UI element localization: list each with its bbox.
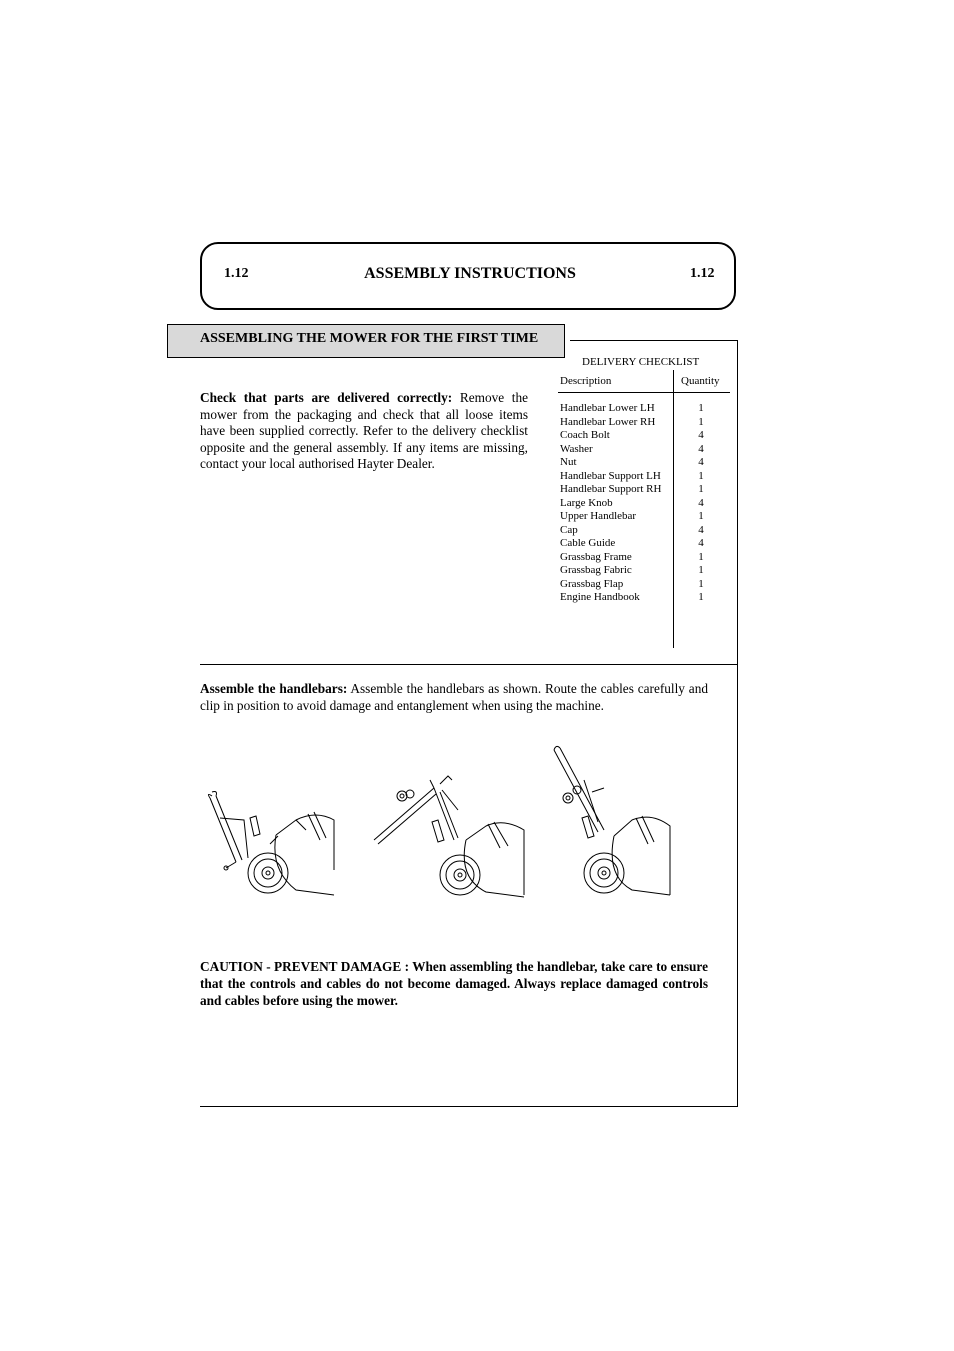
checklist-quantity: 4 — [698, 456, 704, 468]
checklist-item: Handlebar Lower RH — [560, 415, 656, 428]
checklist-item: Large Knob — [560, 496, 613, 509]
checklist-description-header: Description — [560, 375, 612, 387]
assembly-step-2-drawing — [374, 776, 524, 897]
page-bottom-rule — [200, 1106, 738, 1107]
checklist-item: Cable Guide — [560, 537, 616, 549]
checklist-item: Cap — [560, 523, 578, 536]
checklist-quantity: 4 — [698, 442, 704, 455]
checklist-quantity: 1 — [698, 415, 704, 428]
checklist-column-divider — [673, 370, 674, 648]
handlebars-lead: Assemble the handlebars: — [200, 681, 348, 696]
checklist-item: Washer — [560, 442, 593, 455]
section-number-right: 1.12 — [690, 266, 715, 281]
checklist-item: Nut — [560, 456, 577, 468]
handlebars-text: Assemble the handlebars as shown. Route the cables carefully and clip in position to avoid damage and entanglement when using the machine. — [200, 681, 708, 713]
page-title: ASSEMBLY INSTRUCTIONS — [364, 265, 576, 282]
section-number-left: 1.12 — [224, 266, 249, 281]
checklist-quantity-header: Quantity — [681, 375, 720, 387]
checklist-header-rule — [558, 392, 730, 393]
checklist-quantity: 4 — [698, 537, 704, 549]
checklist-item: Coach Bolt — [560, 429, 610, 441]
checklist-item: Grassbag Flap — [560, 577, 624, 590]
page-right-border — [737, 340, 738, 1107]
checklist-quantity: 1 — [698, 550, 704, 563]
checklist-quantity: 1 — [698, 402, 704, 414]
checklist-item: Upper Handlebar — [560, 510, 637, 522]
parts-check-lead: Check that parts are delivered correctly: — [200, 390, 453, 405]
checklist-quantity: 1 — [698, 564, 704, 576]
parts-check-paragraph — [200, 390, 528, 473]
checklist-quantity: 1 — [698, 591, 704, 603]
checklist-quantity: 4 — [698, 429, 704, 441]
checklist-title: DELIVERY CHECKLIST — [582, 356, 700, 368]
checklist-quantity: 4 — [698, 523, 704, 536]
caution-notice: CAUTION - PREVENT DAMAGE : When assembling the handlebar, take care to ensure that the controls and cables do not become damaged. Always replace damaged controls and cables before using the mower. — [200, 959, 708, 1008]
checklist-item: Handlebar Support LH — [560, 469, 661, 482]
checklist-quantity: 1 — [698, 510, 704, 522]
checklist-quantity: 1 — [698, 577, 704, 590]
checklist-quantity: 1 — [698, 483, 704, 495]
checklist-item: Handlebar Lower LH — [560, 402, 655, 414]
checklist-item: Grassbag Fabric — [560, 564, 632, 576]
checklist-quantities — [696, 402, 706, 605]
section-heading: ASSEMBLING THE MOWER FOR THE FIRST TIME — [200, 331, 539, 346]
assembly-step-3-drawing — [554, 746, 670, 895]
parts-check-text: Remove the mower from the packaging and check that all loose items have been supplied correctly. Refer to the delivery checklist opposite and the general assembly. If any items are missing, contact your local authorised Hayter Dealer. — [200, 390, 528, 471]
assembly-step-1-drawing — [208, 792, 334, 896]
handlebar-assembly-illustration — [196, 740, 676, 910]
section-divider — [200, 664, 738, 665]
checklist-item: Handlebar Support RH — [560, 483, 662, 495]
checklist-descriptions — [560, 402, 661, 605]
checklist-quantity: 1 — [698, 469, 704, 482]
checklist-item: Engine Handbook — [560, 591, 640, 603]
handlebars-paragraph — [200, 680, 708, 714]
checklist-item: Grassbag Frame — [560, 550, 632, 563]
checklist-top-rule — [570, 340, 738, 341]
checklist-quantity: 4 — [698, 496, 704, 509]
